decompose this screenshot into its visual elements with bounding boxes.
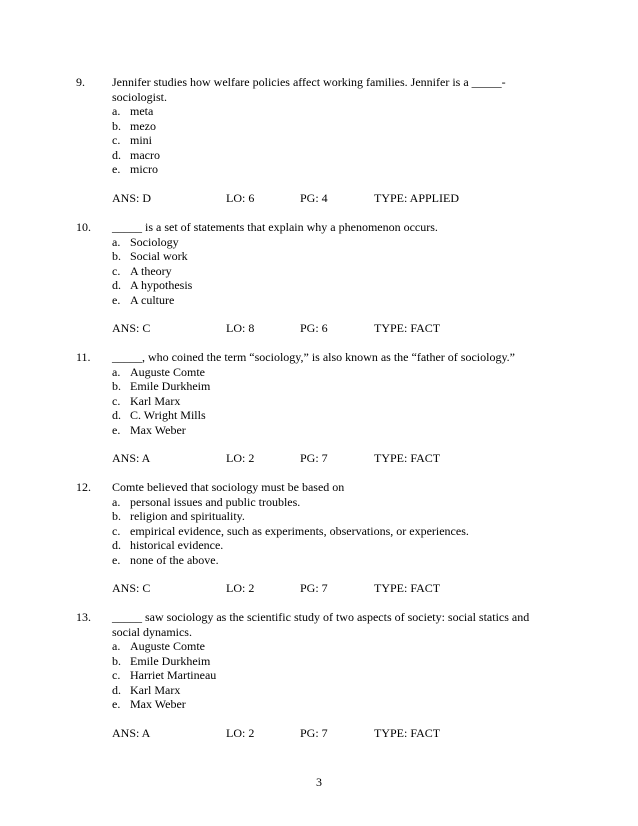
question-number: 9. [76,75,85,89]
choice-list [112,104,552,177]
answer-key-row [112,451,552,466]
choice-letter: a. [112,234,121,249]
choice-letter: c. [112,668,121,682]
choice-text: none of the above. [130,552,219,567]
page-reference-label: PG: 6 [300,321,328,335]
page-number: 3 [316,775,322,789]
choice-letter: a. [112,104,121,118]
choice-c [112,668,552,683]
choice-text: personal issues and public troubles. [130,494,301,509]
question-stem: Comte believed that sociology must be based on [112,480,345,494]
choice-a [112,235,552,250]
choice-letter: e. [112,292,121,307]
choice-b [112,379,552,394]
choice-c [112,133,552,148]
choice-text: mini [130,133,153,147]
choice-text: Auguste Comte [130,364,205,379]
learning-objective-label: LO: 2 [226,451,255,465]
learning-objective-label: LO: 2 [226,581,255,595]
choice-text: A culture [130,292,175,307]
question-type-label: TYPE: FACT [374,451,441,465]
choice-c [112,394,552,409]
choice-c [112,264,552,279]
question-body [112,220,552,336]
answer-label: ANS: A [112,725,151,740]
answer-label: ANS: D [112,190,152,205]
choice-text: macro [130,147,160,162]
choice-text: Karl Marx [130,393,181,408]
choice-letter: e. [112,552,121,567]
choice-letter: e. [112,697,121,711]
choice-a [112,639,552,654]
choice-letter: c. [112,133,121,147]
choice-text: mezo [130,118,156,133]
choice-letter: a. [112,364,121,379]
choice-e [112,423,552,438]
choice-text: Emile Durkheim [130,379,211,393]
choice-d [112,408,552,423]
choice-letter: d. [112,147,121,162]
choice-e [112,553,552,568]
choice-e [112,162,552,177]
answer-label: ANS: A [112,451,151,465]
choice-letter: c. [112,263,121,278]
choice-letter: b. [112,379,121,393]
choice-letter: d. [112,682,121,697]
learning-objective-label: LO: 2 [226,725,255,740]
question-type-label: TYPE: FACT [374,321,441,335]
question-stem: Jennifer studies how welfare policies affect working families. Jennifer is a _____-sociologist. [112,75,506,104]
question-body [112,350,552,466]
answer-key-row [112,726,552,741]
page-reference-label: PG: 7 [300,725,328,740]
choice-text: Sociology [130,234,179,249]
question-number: 10. [76,220,91,234]
choice-b [112,119,552,134]
choice-list [112,639,552,712]
choice-text: Social work [130,249,188,263]
choice-letter: c. [112,523,121,538]
question-body [112,75,552,206]
choice-text: Karl Marx [130,682,181,697]
question-type-label: TYPE: FACT [374,581,441,595]
question-number: 13. [76,610,91,624]
choice-letter: d. [112,278,121,292]
choice-d [112,148,552,163]
choice-d [112,278,552,293]
choice-a [112,104,552,119]
question-number: 11. [76,350,91,364]
choice-text: C. Wright Mills [130,408,206,422]
choice-e [112,293,552,308]
choice-letter: c. [112,393,121,408]
question-stem: _____ saw sociology as the scientific study of two aspects of society: social statics and social dynamics. [112,610,530,639]
question-number: 12. [76,480,91,494]
choice-letter: d. [112,408,121,422]
choice-d [112,538,552,553]
answer-label: ANS: C [112,321,151,335]
learning-objective-label: LO: 8 [226,321,255,335]
choice-text: historical evidence. [130,538,224,552]
choice-text: empirical evidence, such as experiments, observations, or experiences. [130,523,469,538]
choice-text: Auguste Comte [130,639,205,653]
choice-letter: b. [112,118,121,133]
choice-letter: b. [112,653,121,668]
choice-text: Max Weber [130,697,186,711]
answer-key-row [112,321,552,336]
answer-key-row [112,581,552,596]
page-reference-label: PG: 7 [300,581,328,595]
choice-b [112,249,552,264]
choice-text: Harriet Martineau [130,668,217,682]
answer-label: ANS: C [112,581,151,595]
choice-letter: d. [112,538,121,552]
choice-text: religion and spirituality. [130,509,245,523]
choice-text: Emile Durkheim [130,653,211,668]
question-stem: _____, who coined the term “sociology,” is also known as the “father of sociology.” [112,350,516,364]
choice-a [112,365,552,380]
question-body [112,480,552,596]
choice-letter: e. [112,422,121,437]
choice-a [112,495,552,510]
page-reference-label: PG: 4 [300,190,328,205]
choice-text: micro [130,162,158,176]
choice-letter: a. [112,639,121,653]
page-reference-label: PG: 7 [300,451,328,465]
choice-letter: b. [112,509,121,523]
choice-list [112,495,552,568]
choice-letter: b. [112,249,121,263]
choice-b [112,509,552,524]
choice-e [112,697,552,712]
question-type-label: TYPE: FACT [374,725,441,740]
choice-text: meta [130,104,154,118]
question-type-label: TYPE: APPLIED [374,190,460,205]
question-stem: _____ is a set of statements that explain why a phenomenon occurs. [112,220,438,234]
choice-letter: a. [112,494,121,509]
choice-list [112,235,552,308]
choice-letter: e. [112,162,121,176]
learning-objective-label: LO: 6 [226,190,255,205]
choice-text: A hypothesis [130,278,193,292]
choice-d [112,683,552,698]
choice-text: A theory [130,263,172,278]
choice-list [112,365,552,438]
answer-key-row [112,191,552,206]
choice-c [112,524,552,539]
choice-text: Max Weber [130,422,186,437]
choice-b [112,654,552,669]
question-body [112,610,552,741]
